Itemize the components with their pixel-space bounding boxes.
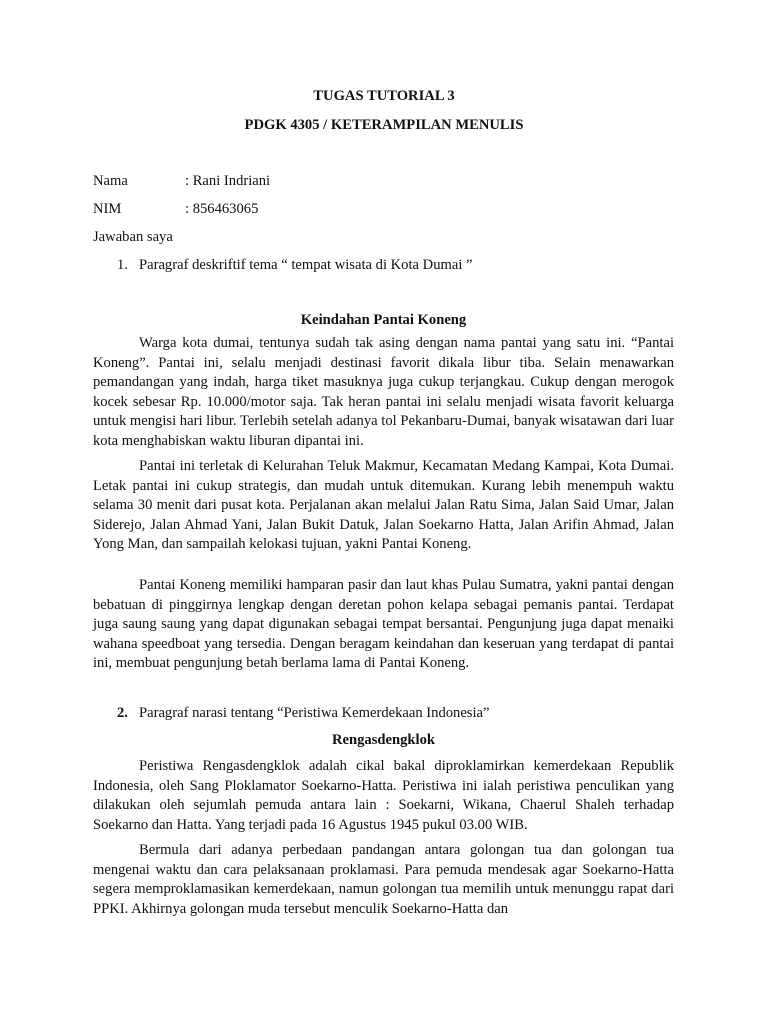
- name-value: : Rani Indriani: [185, 173, 271, 189]
- section-2-prompt-text: Paragraf narasi tentang “Peristiwa Kemerdekaan Indonesia”: [139, 705, 490, 721]
- section-2-paragraph-1: Peristiwa Rengasdengklok adalah cikal bakal diproklamirkan kemerdekaan Republik Indonesia, oleh Sang Ploklamator Soekarno-Hatta. Peristiwa ini ialah peristiwa penculikan yang dilakukan oleh sejumlah pemuda antara lain : Soekarni, Wikana, Chaerul Shaleh terhadap Soekarno dan Hatta. Yang terjadi pada 16 Agustus 1945 pukul 03.00 WIB.: [93, 758, 674, 833]
- section-1-prompt-text: Paragraf deskriftif tema “ tempat wisata di Kota Dumai ”: [139, 257, 473, 273]
- nim-label: NIM: [93, 201, 122, 217]
- name-field: [93, 172, 270, 192]
- name-label: Nama: [93, 173, 128, 189]
- nim-field: [93, 200, 258, 220]
- section-1-heading: Keindahan Pantai Koneng: [300, 312, 467, 328]
- section-2-heading: Rengasdengklok: [332, 732, 435, 748]
- section-2-paragraph-2: Bermula dari adanya perbedaan pandangan antara golongan tua dan golongan tua mengenai waktu dan cara pelaksanaan proklamasi. Para pemuda mendesak agar Soekarno-Hatta segera memproklamasikan kemerdekaan, namun golongan tua memilih untuk menunggu rapat dari PPKI. Akhirnya golongan muda tersebut menculik Soekarno-Hatta dan: [93, 842, 674, 917]
- section-1-paragraph-1: Warga kota dumai, tentunya sudah tak asing dengan nama pantai yang satu ini. “Pantai Koneng”. Pantai ini, selalu menjadi destinasi favorit dikala libur tiba. Selain menawarkan pemandangan yang indah, harga tiket masuknya juga cukup terjangkau. Cukup dengan merogok kocek sebesar Rp. 10.000/motor saja. Tak heran pantai ini selalu menjadi wisata favorit keluarga untuk mengisi hari libur. Terlebih setelah adanya tol Pekanbaru-Dumai, banyak wisatawan dari luar kota menghabiskan waktu liburan dipantai ini.: [93, 335, 674, 449]
- section-1-prompt: [117, 256, 677, 276]
- section-1-paragraph-3: Pantai Koneng memiliki hamparan pasir dan laut khas Pulau Sumatra, yakni pantai dengan bebatuan di pinggirnya lengkap dengan deretan pohon kelapa sebagai pemanis pantai. Terdapat juga saung saung yang dapat digunakan sebagai tempat bersantai. Pengunjung juga dapat menaiki wahana speedboat yang tersedia. Dengan beragam keindahan dan keseruan yang terdapat di pantai ini, membuat pengunjung betah berlama lama di Pantai Koneng.: [93, 577, 674, 671]
- document-title: TUGAS TUTORIAL 3: [313, 88, 455, 104]
- answer-intro: Jawaban saya: [93, 229, 173, 245]
- nim-value: : 856463065: [185, 201, 259, 217]
- section-1-paragraph-2: Pantai ini terletak di Kelurahan Teluk Makmur, Kecamatan Medang Kampai, Kota Dumai. Letak pantai ini cukup strategis, dan mudah untuk ditemukan. Kurang lebih menempuh waktu selama 30 menit dari pusat kota. Perjalanan akan melalui Jalan Ratu Sima, Jalan Said Umar, Jalan Siderejo, Jalan Ahmad Yani, Jalan Bukit Datuk, Jalan Soekarno Hatta, Jalan Arifin Ahmad, Jalan Yong Man, dan sampailah kelokasi tujuan, yakni Pantai Koneng.: [93, 458, 674, 552]
- section-1-number: 1.: [117, 257, 128, 273]
- section-2-prompt: [117, 704, 677, 724]
- course-title: PDGK 4305 / KETERAMPILAN MENULIS: [244, 117, 524, 133]
- section-2-number: 2.: [117, 705, 128, 721]
